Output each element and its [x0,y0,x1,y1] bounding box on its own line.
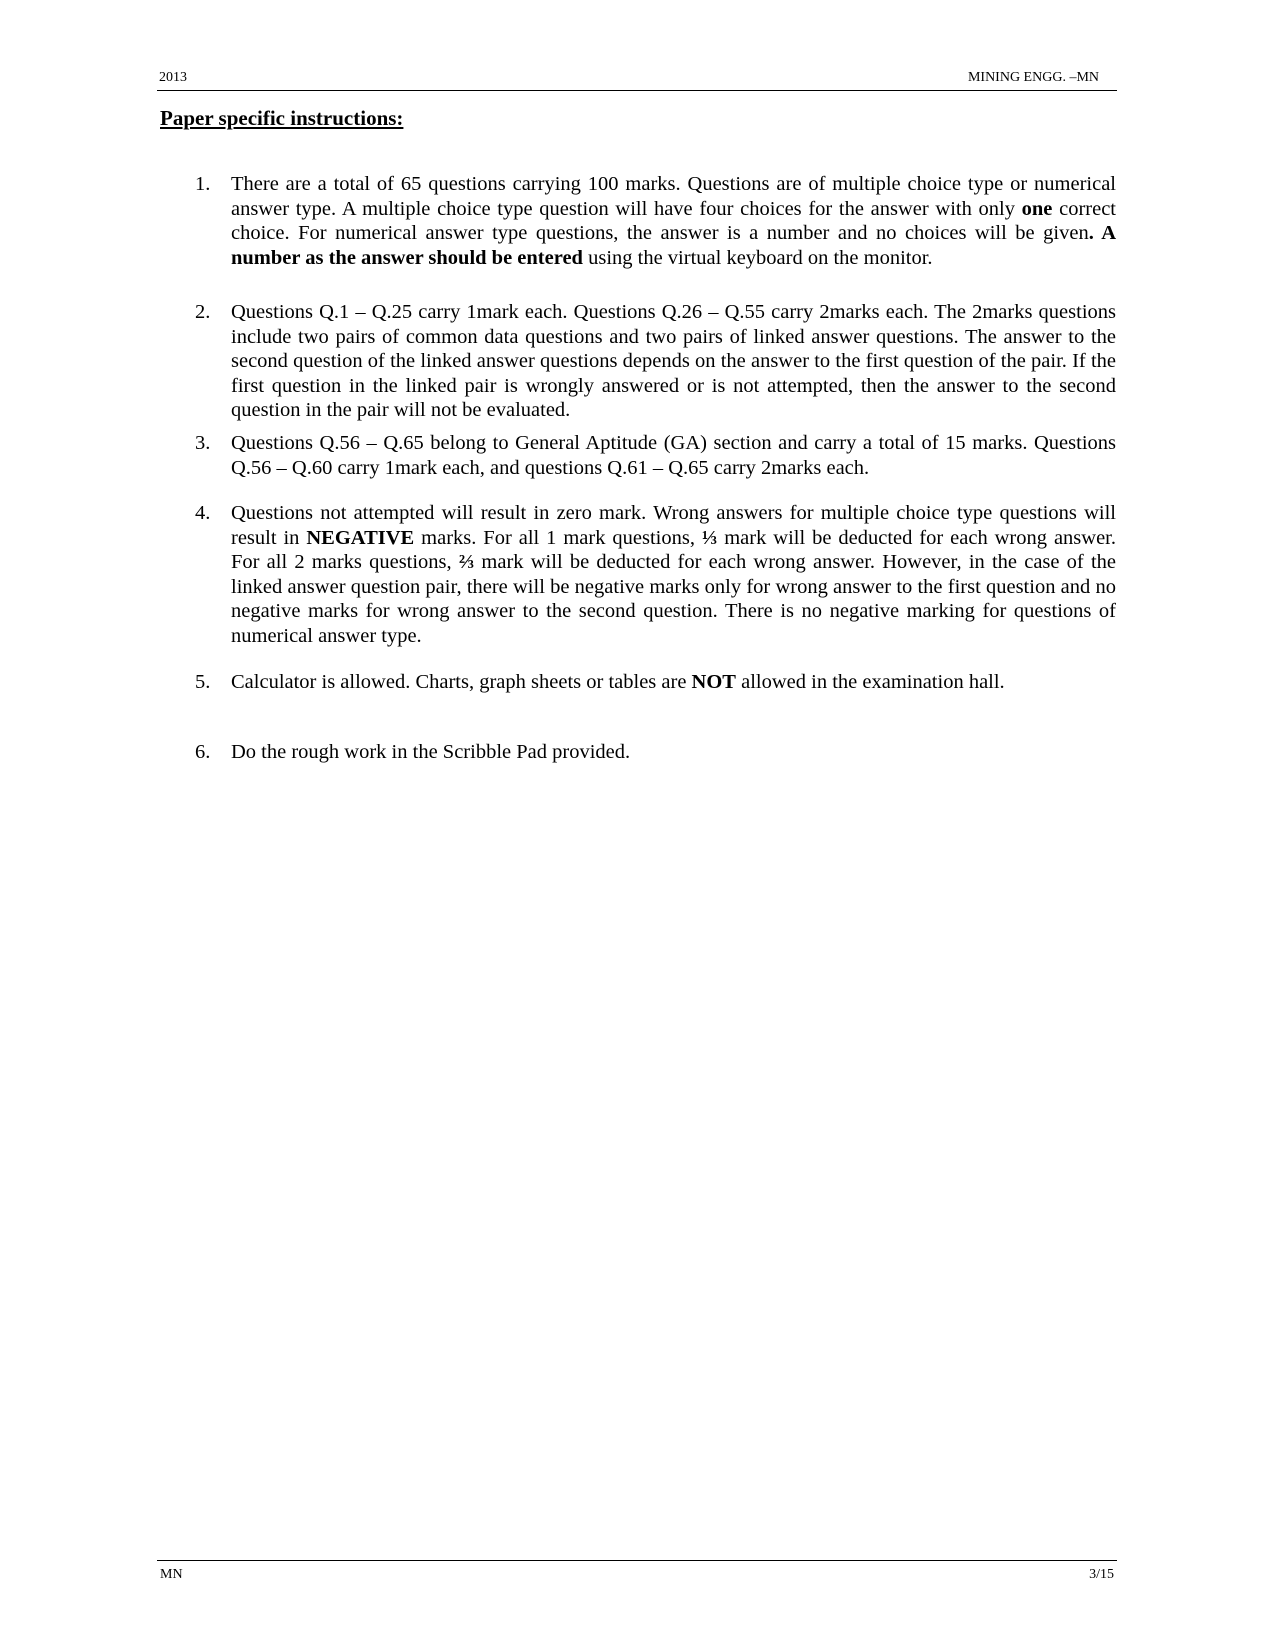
instruction-number: 1. [195,173,211,195]
instruction-item-4 [195,501,1116,648]
instruction-item-6 [195,740,1116,765]
emphasis-text: ⅔ [458,551,475,573]
instruction-number: 3. [195,432,211,454]
instruction-number: 6. [195,741,211,763]
instruction-text [231,300,1116,423]
section-title: Paper specific instructions: [160,106,404,130]
text-run: Calculator is allowed. Charts, graph sheets or tables are [231,671,692,693]
text-run: using the virtual keyboard on the monitor. [582,246,933,269]
text-run: mark will be deducted for each wrong answer. However, in the case of the linked answer question pair, there will be negative marks only for wrong answer to the first question and no negative marks for wrong answer to the second question. There is no negative marking for questions of numerical answer type. [231,551,1116,647]
footer-page-number: 3/15 [1089,1567,1114,1582]
instruction-item-3 [195,431,1116,480]
text-run: Do the rough work in the Scribble Pad provided. [231,741,631,763]
text-run: There are a total of 65 questions carrying 100 marks. Questions are of multiple choice type or numerical answer type. A multiple choice type question will have four choices for the answer with only [231,173,1116,220]
text-run: Questions not attempted will result in zero mark. Wrong answers for multiple choice type questions will result in [231,502,1116,549]
page-footer [157,1560,1117,1587]
header-year: 2013 [159,70,187,85]
emphasis-text: one [1021,197,1053,220]
instruction-number: 5. [195,671,211,693]
instruction-text [231,670,1116,695]
instruction-item-5 [195,670,1116,695]
text-run: marks. For all 1 mark questions, [414,526,702,549]
instruction-text [231,740,1116,765]
instruction-text [231,172,1116,270]
instruction-item-1 [195,172,1116,270]
instruction-text [231,431,1116,480]
emphasis-text: NOT [691,671,736,693]
text-run: correct choice. For numerical answer type questions, the answer is a number and no choices will be given [231,197,1116,244]
text-run: mark will be deducted for each wrong answer. For all 2 marks questions, [231,526,1116,573]
instruction-item-2 [195,300,1116,423]
page-header [157,66,1117,91]
text-run: allowed in the examination hall. [735,671,1005,693]
header-paper-name: MINING ENGG. –MN [967,70,1099,85]
emphasis-text: NEGATIVE [306,526,415,549]
emphasis-text: ⅓ [701,526,718,549]
instruction-number: 2. [195,301,211,323]
text-run: Questions Q.56 – Q.65 belong to General Aptitude (GA) section and carry a total of 15 marks. Questions Q.56 – Q.60 carry 1mark each, and questions Q.61 – Q.65 carry 2marks each. [231,432,1116,479]
instruction-number: 4. [195,502,211,524]
emphasis-text: . A number as the answer should be entered [231,222,1116,269]
footer-subject-code: MN [160,1567,183,1582]
instruction-text [231,501,1116,648]
text-run: Questions Q.1 – Q.25 carry 1mark each. Questions Q.26 – Q.55 carry 2marks each. The 2marks questions include two pairs of common data questions and two pairs of linked answer questions. The answer to the second question of the linked answer questions depends on the answer to the first question of the pair. If the first question in the linked pair is wrongly answered or is not attempted, then the answer to the second question in the pair will not be evaluated. [231,301,1116,421]
